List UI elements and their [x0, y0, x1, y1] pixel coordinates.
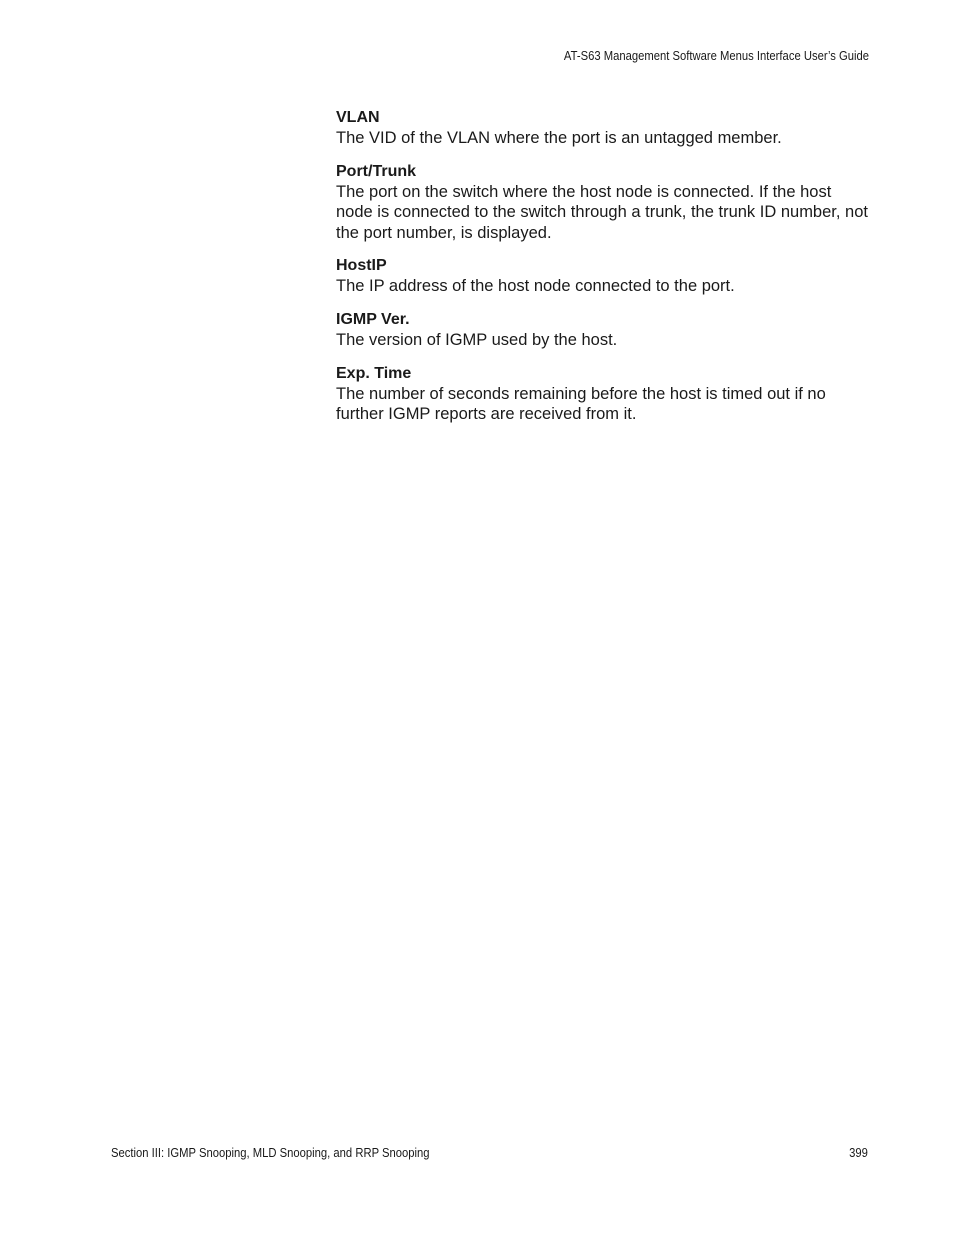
term-heading: VLAN	[336, 109, 380, 126]
term-description: The port on the switch where the host node is connected. If the host node is connected to the switch through a trunk, the trunk ID number, not the port number, is displayed.	[336, 182, 868, 242]
term-heading: HostIP	[336, 257, 387, 275]
term-description: The IP address of the host node connected to the port.	[336, 277, 735, 296]
definition-igmp-ver	[336, 310, 871, 351]
term-heading: IGMP Ver.	[336, 310, 410, 328]
term-heading: Exp. Time	[336, 364, 412, 382]
term-description: The version of IGMP used by the host.	[336, 330, 618, 349]
term-description: The VID of the VLAN where the port is an untagged member.	[336, 129, 782, 147]
definition-exp-time	[336, 364, 871, 425]
term-heading: Port/Trunk	[336, 162, 417, 180]
field-definitions	[336, 108, 871, 438]
term-description: The number of seconds remaining before the host is timed out if no further IGMP reports are received from it.	[336, 384, 826, 424]
page-number: 399	[849, 1146, 868, 1160]
footer-section-title: Section III: IGMP Snooping, MLD Snooping, and RRP Snooping	[111, 1146, 430, 1160]
definition-vlan	[336, 108, 871, 149]
running-header: AT-S63 Management Software Menus Interface User’s Guide	[563, 49, 869, 63]
definition-port-trunk	[336, 162, 871, 244]
definition-hostip	[336, 256, 871, 297]
